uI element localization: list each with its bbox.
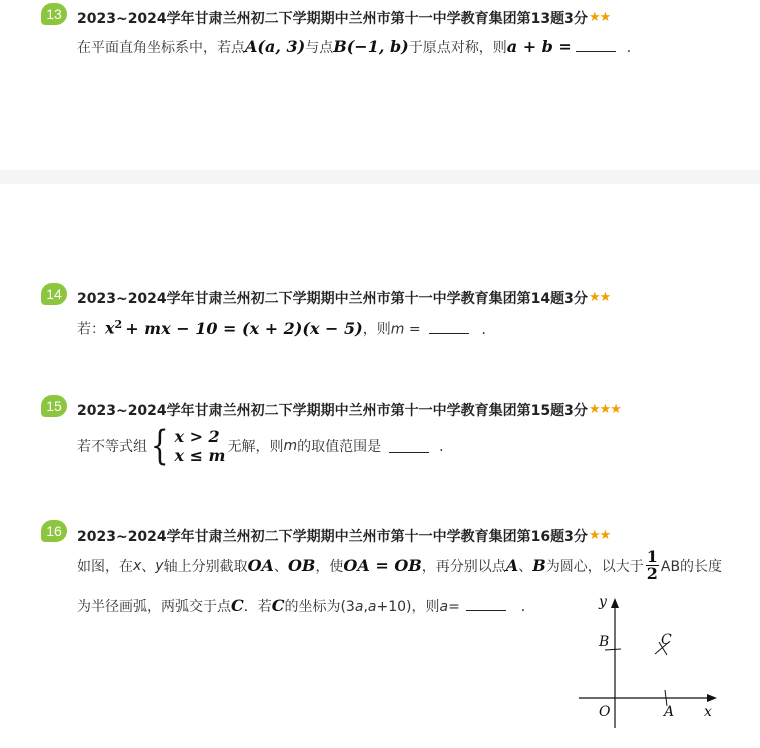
question-source: 2023~2024学年甘肃兰州初二下学期期中兰州市第十一中学教育集团第15题3分 <box>77 403 588 419</box>
x-axis-arrow <box>707 694 717 702</box>
question-number-badge: 14 <box>41 283 67 305</box>
answer-blank[interactable] <box>466 598 506 611</box>
question-number-badge: 15 <box>41 395 67 417</box>
point-a-label: A <box>664 704 675 720</box>
difficulty-stars: ★★ <box>589 527 611 542</box>
point-b-label: B <box>599 634 610 650</box>
answer-blank[interactable] <box>576 39 616 52</box>
question-source: 2023~2024学年甘肃兰州初二下学期期中兰州市第十一中学教育集团第13题3分 <box>77 11 588 27</box>
y-axis-arrow <box>611 598 619 608</box>
question-source: 2023~2024学年甘肃兰州初二下学期期中兰州市第十一中学教育集团第14题3分 <box>77 291 588 307</box>
section-divider <box>0 170 760 184</box>
question-source: 2023~2024学年甘肃兰州初二下学期期中兰州市第十一中学教育集团第16题3分 <box>77 529 588 545</box>
difficulty-stars: ★★★ <box>589 401 621 416</box>
x-axis-label: x <box>704 704 712 720</box>
question-number-badge: 13 <box>41 3 67 25</box>
question-text: 在平面直角坐标系中，若点A(a, 3)与点B(−1, b)于原点对称，则a + b = ． <box>77 37 641 56</box>
point-c-label: C <box>661 632 672 648</box>
fraction-one-half: $\frac{1}{2}$ <box>646 547 658 583</box>
answer-blank[interactable] <box>429 321 469 334</box>
difficulty-stars: ★★ <box>589 9 611 24</box>
question-text: 若：$x^2$ + mx − 10 = (x + 2)(x − 5)，则m = ． <box>77 318 496 338</box>
question-text-line-2: 为半径画弧，两弧交于点C．若C的坐标为(3a,a+10)，则a= ． <box>77 596 535 615</box>
inequality-system: { x > 2 x ≤ m <box>150 423 226 469</box>
answer-blank[interactable] <box>389 440 429 453</box>
difficulty-stars: ★★ <box>589 289 611 304</box>
question-text-line-1: 如图，在 x 、 y 轴上分别截取 OA 、 OB ，使 OA = OB ，再分别以点 A 、 B 为圆心，以大于 $\frac{1}{2}$ AB的长度 <box>77 547 723 583</box>
question-number-badge: 16 <box>41 520 67 542</box>
origin-label: O <box>599 704 611 720</box>
coordinate-figure <box>575 592 725 732</box>
y-axis-label: y <box>599 594 607 610</box>
question-text: 若不等式组 { x > 2 x ≤ m 无解，则 m 的取值范围是 ． <box>77 423 454 469</box>
